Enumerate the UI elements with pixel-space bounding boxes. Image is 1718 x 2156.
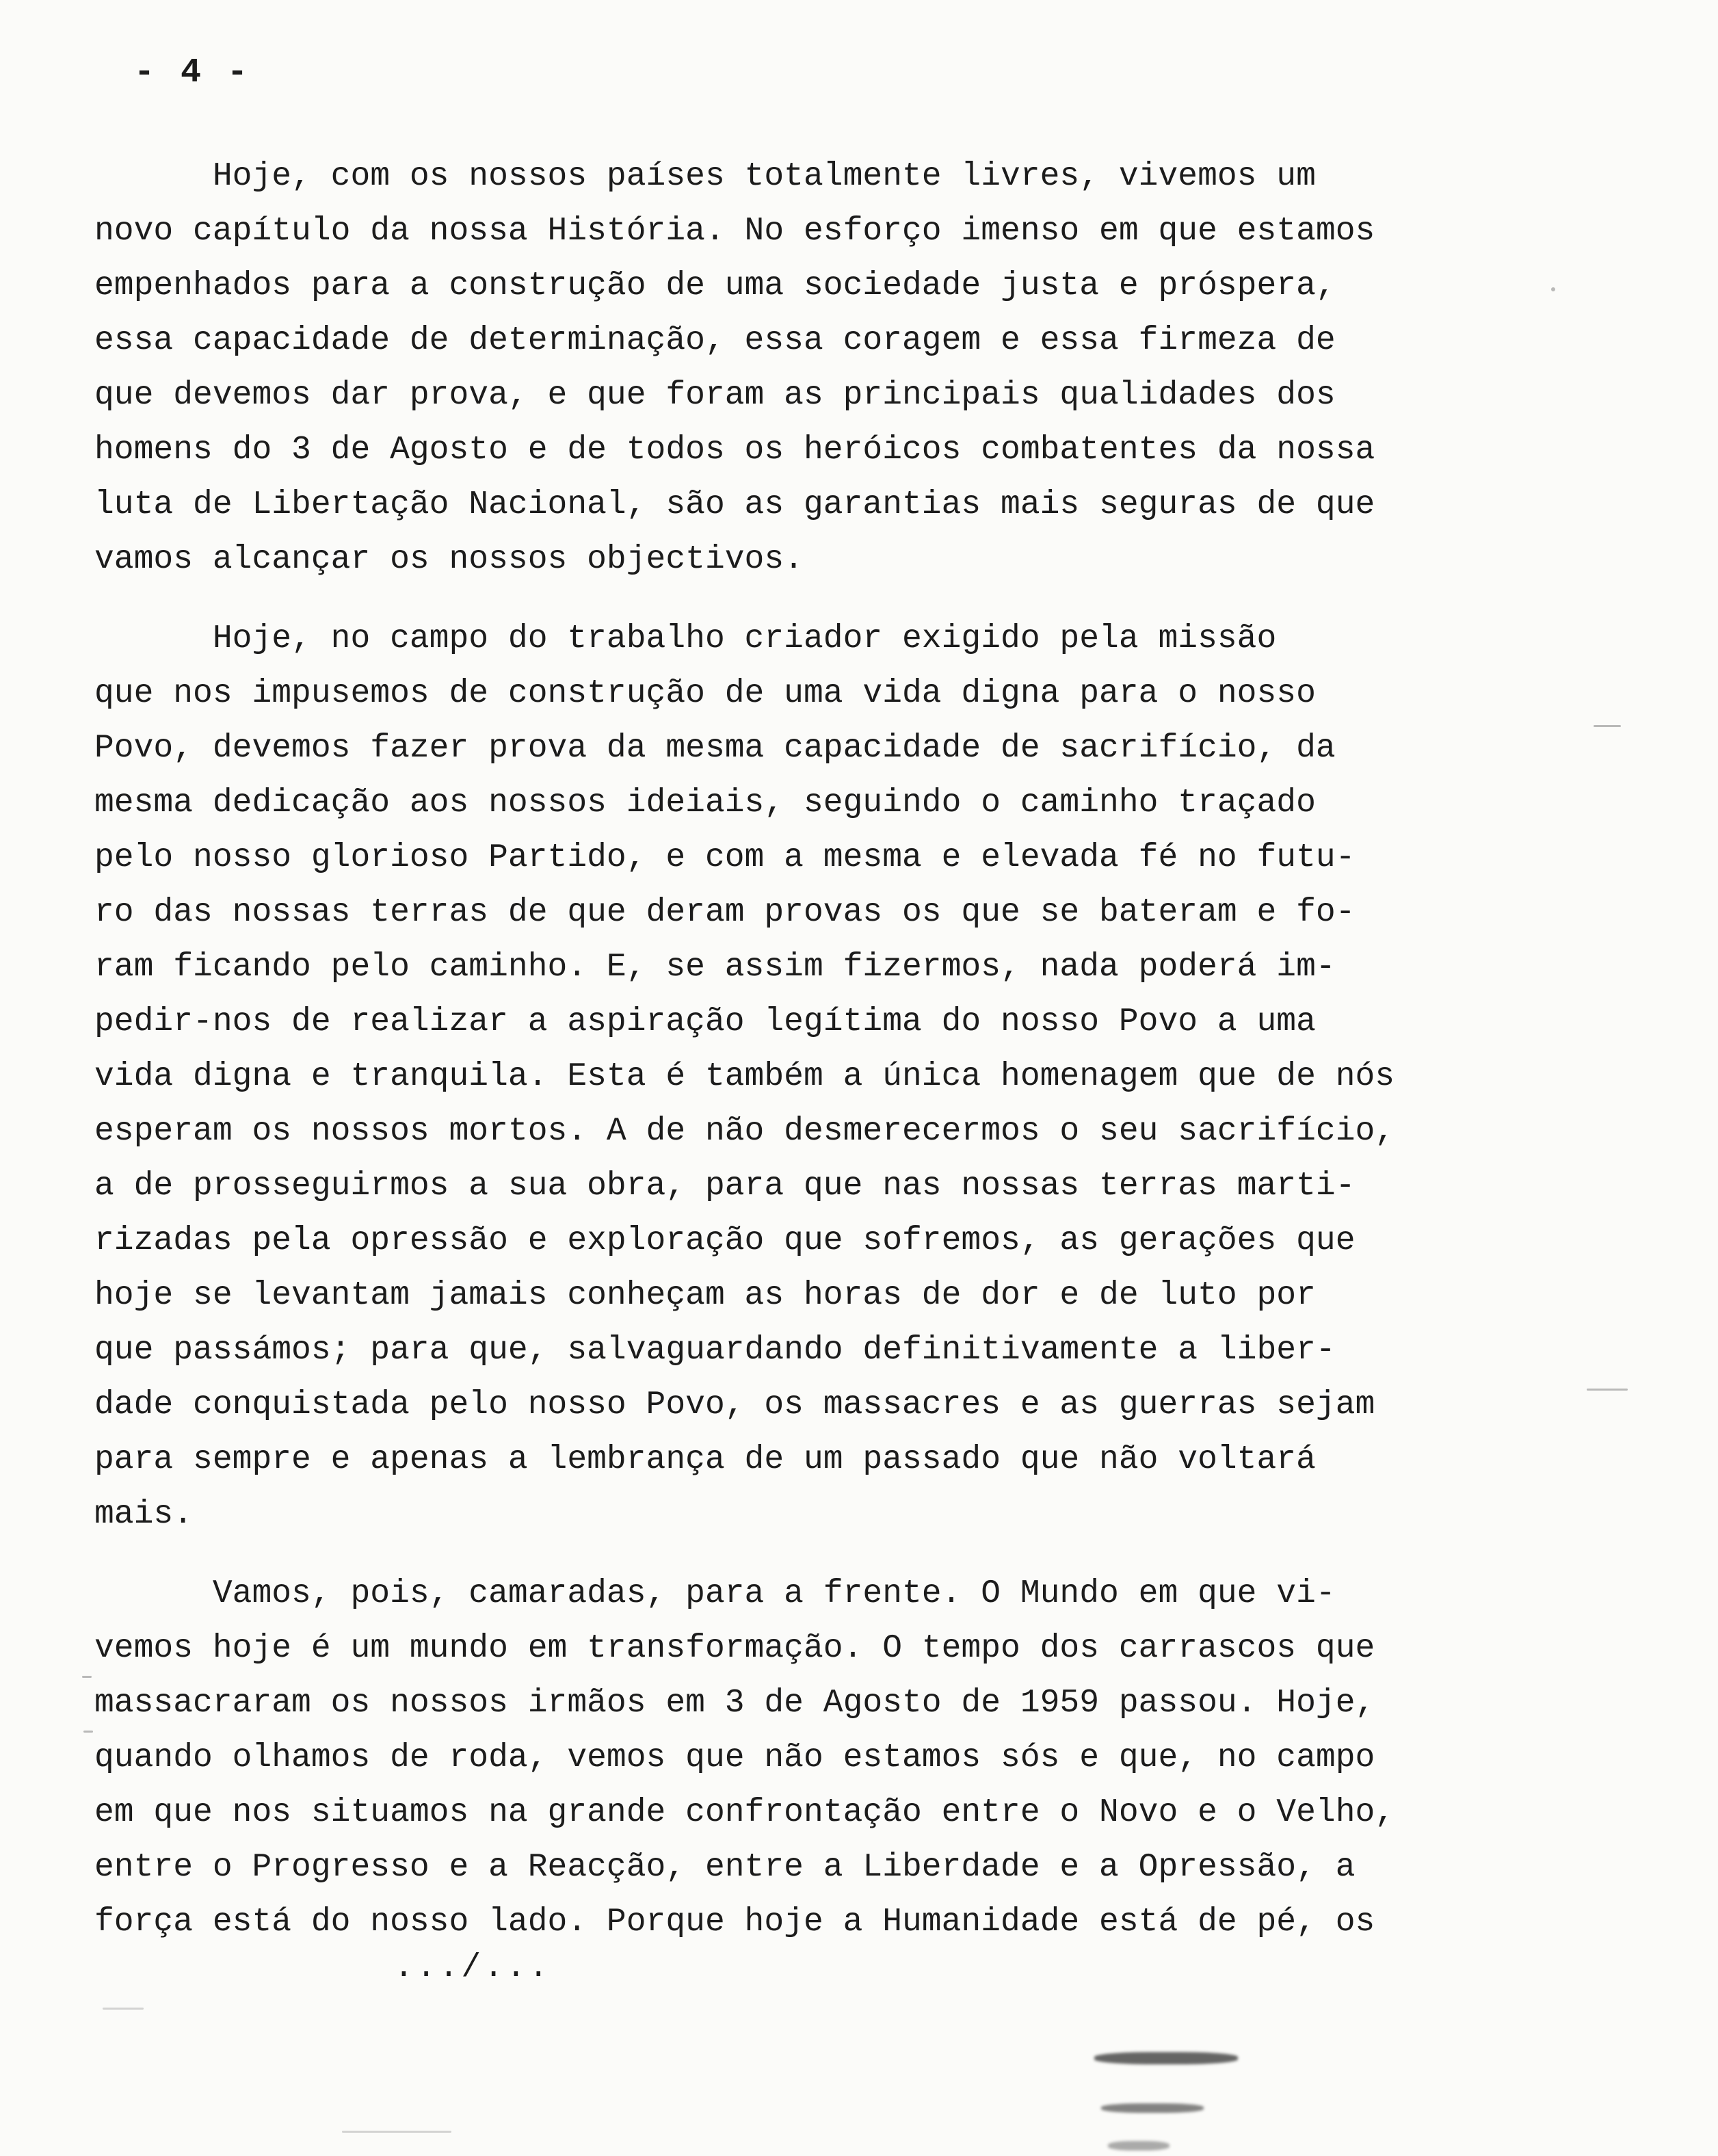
text-line: mais. xyxy=(94,1496,194,1533)
page-number: - 4 - xyxy=(134,53,251,92)
text-line: vamos alcançar os nossos objectivos. xyxy=(94,541,804,578)
text-line: força está do nosso lado. Porque hoje a Humanidade está de pé, os xyxy=(94,1904,1375,1941)
text-line: em que nos situamos na grande confrontação entre o Novo e o Velho, xyxy=(94,1794,1395,1831)
scan-speck xyxy=(82,1676,92,1678)
text-line: a de prosseguirmos a sua obra, para que nas nossas terras marti- xyxy=(94,1168,1356,1205)
scan-speck xyxy=(342,2131,451,2133)
scan-smudge xyxy=(1108,2141,1169,2151)
paragraph-2 xyxy=(94,612,1428,1542)
text-line: Povo, devemos fazer prova da mesma capacidade de sacrifício, da xyxy=(94,730,1336,767)
text-line: Vamos, pois, camaradas, para a frente. O Mundo em que vi- xyxy=(94,1575,1336,1612)
scan-speck xyxy=(1587,1389,1628,1391)
text-line: hoje se levantam jamais conheçam as horas de dor e de luto por xyxy=(94,1277,1316,1314)
text-line: entre o Progresso e a Reacção, entre a Liberdade e a Opressão, a xyxy=(94,1849,1356,1886)
text-line: dade conquistada pelo nosso Povo, os massacres e as guerras sejam xyxy=(94,1386,1375,1423)
scan-speck xyxy=(1551,287,1555,291)
text-line: que passámos; para que, salvaguardando definitivamente a liber- xyxy=(94,1332,1336,1369)
text-line: Hoje, no campo do trabalho criador exigido pela missão xyxy=(94,620,1277,657)
scan-speck xyxy=(83,1731,93,1733)
text-line: essa capacidade de determinação, essa coragem e essa firmeza de xyxy=(94,322,1336,359)
text-line: quando olhamos de roda, vemos que não estamos sós e que, no campo xyxy=(94,1739,1375,1776)
text-line: luta de Libertação Nacional, são as garantias mais seguras de que xyxy=(94,486,1375,523)
text-line: Hoje, com os nossos países totalmente livres, vivemos um xyxy=(94,158,1316,195)
paragraph-3 xyxy=(94,1566,1428,1949)
text-line: homens do 3 de Agosto e de todos os heróicos combatentes da nossa xyxy=(94,432,1375,469)
text-line: para sempre e apenas a lembrança de um passado que não voltará xyxy=(94,1441,1316,1478)
text-line: massacraram os nossos irmãos em 3 de Agosto de 1959 passou. Hoje, xyxy=(94,1685,1375,1722)
text-line: ram ficando pelo caminho. E, se assim fizermos, nada poderá im- xyxy=(94,949,1336,986)
continuation-mark: .../... xyxy=(394,1949,551,1986)
text-line: ro das nossas terras de que deram provas os que se bateram e fo- xyxy=(94,894,1356,931)
text-line: pelo nosso glorioso Partido, e com a mesma e elevada fé no futu- xyxy=(94,839,1356,876)
text-line: pedir-nos de realizar a aspiração legítima do nosso Povo a uma xyxy=(94,1003,1316,1040)
scan-smudge xyxy=(1094,2052,1238,2064)
text-line: que nos impusemos de construção de uma vida digna para o nosso xyxy=(94,675,1316,712)
scan-speck xyxy=(1594,725,1621,727)
paragraph-1 xyxy=(94,149,1428,587)
text-line: vida digna e tranquila. Esta é também a única homenagem que de nós xyxy=(94,1058,1395,1095)
text-line: mesma dedicação aos nossos ideiais, seguindo o caminho traçado xyxy=(94,785,1316,821)
text-line: esperam os nossos mortos. A de não desmerecermos o seu sacrifício, xyxy=(94,1113,1395,1150)
text-line: que devemos dar prova, e que foram as principais qualidades dos xyxy=(94,377,1336,414)
text-line: empenhados para a construção de uma sociedade justa e próspera, xyxy=(94,267,1336,304)
scan-speck xyxy=(103,2008,144,2010)
text-line: vemos hoje é um mundo em transformação. O tempo dos carrascos que xyxy=(94,1630,1375,1667)
text-line: novo capítulo da nossa História. No esforço imenso em que estamos xyxy=(94,213,1375,250)
text-line: rizadas pela opressão e exploração que sofremos, as gerações que xyxy=(94,1222,1356,1259)
scan-smudge xyxy=(1101,2103,1204,2113)
